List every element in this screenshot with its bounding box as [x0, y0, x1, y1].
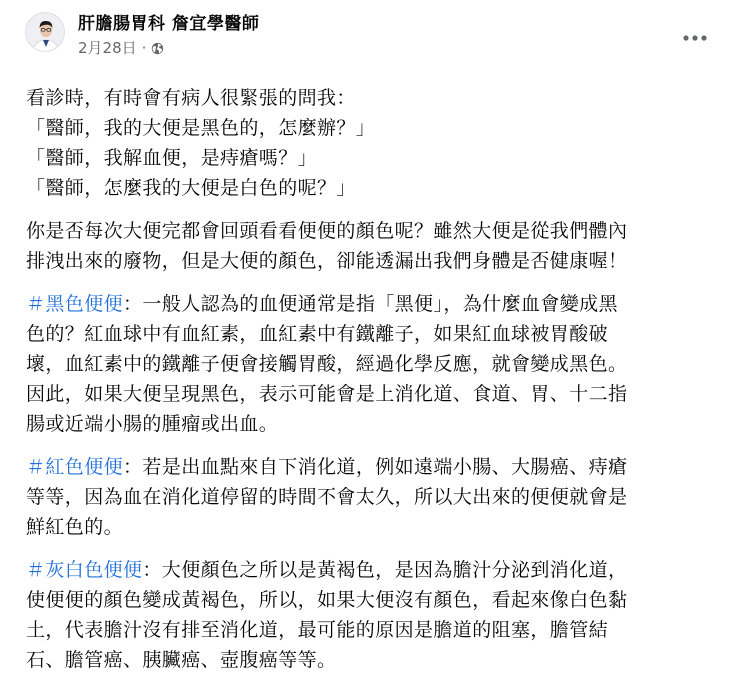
- globe-icon[interactable]: [151, 41, 164, 54]
- hashtag-red-stool[interactable]: ＃紅色便便: [26, 456, 124, 478]
- text-line: 因此，如果大便呈現黑色，表示可能會是上消化道、食道、胃、十二指: [26, 383, 628, 405]
- text-line: 腸或近端小腸的腫瘤或出血。: [26, 413, 279, 435]
- text-line: 「醫師，我的大便是黑色的，怎麼辦？」: [26, 117, 376, 139]
- white-stool-paragraph: [26, 555, 731, 675]
- post-text: [26, 83, 731, 688]
- intro-paragraph: [26, 83, 731, 203]
- red-stool-paragraph: [26, 452, 731, 542]
- doctor-avatar-icon: [26, 13, 65, 52]
- meta-separator: ·: [141, 38, 147, 57]
- hashtag-white-stool[interactable]: ＃灰白色便便: [26, 559, 143, 581]
- author-name[interactable]: 肝膽腸胃科 詹宜學醫師: [78, 14, 260, 34]
- text-line: 排洩出來的廢物，但是大便的顏色，卻能透漏出我們身體是否健康喔！: [26, 250, 628, 272]
- text-segment: ：若是出血點來自下消化道，例如遠端小腸、大腸癌、痔瘡: [123, 456, 628, 478]
- post-header: [0, 0, 749, 70]
- text-line: [26, 555, 731, 585]
- post-meta: [78, 37, 164, 58]
- author-avatar[interactable]: [25, 12, 65, 52]
- more-options-button[interactable]: [675, 22, 715, 54]
- text-line: 鮮紅色的。: [26, 516, 124, 538]
- text-line: [26, 452, 731, 482]
- black-stool-paragraph: [26, 289, 731, 439]
- hashtag-black-stool[interactable]: ＃黑色便便: [26, 293, 124, 315]
- more-horizontal-icon: [682, 34, 708, 42]
- text-line: 色的？紅血球中有血紅素，血紅素中有鐵離子，如果紅血球被胃酸破: [26, 323, 609, 345]
- text-line: 看診時，有時會有病人很緊張的問我：: [26, 87, 356, 109]
- text-segment: ：一般人認為的血便通常是指「黑便」，為什麼血會變成黑: [123, 293, 618, 315]
- text-line: 石、膽管癌、胰臟癌、壺腹癌等等。: [26, 649, 337, 671]
- text-line: 使便便的顏色變成黃褐色，所以，如果大便沒有顏色，看起來像白色黏: [26, 589, 628, 611]
- text-line: 壞，血紅素中的鐵離子便會接觸胃酸，經過化學反應，就會變成黑色。: [26, 353, 628, 375]
- text-line: 你是否每次大便完都會回頭看看便便的顏色呢？雖然大便是從我們體內: [26, 220, 628, 242]
- text-line: 「醫師，我解血便，是痔瘡嗎？」: [26, 147, 318, 169]
- text-line: 土，代表膽汁沒有排至消化道，最可能的原因是膽道的阻塞，膽管結: [26, 619, 609, 641]
- post-date[interactable]: 2月28日: [78, 39, 137, 57]
- text-line: 「醫師，怎麼我的大便是白色的呢？」: [26, 177, 356, 199]
- question-paragraph: [26, 216, 731, 276]
- text-line: 等等，因為血在消化道停留的時間不會太久，所以大出來的便便就會是: [26, 486, 628, 508]
- text-segment: ：大便顏色之所以是黃褐色，是因為膽汁分泌到消化道，: [142, 559, 628, 581]
- text-line: [26, 289, 731, 319]
